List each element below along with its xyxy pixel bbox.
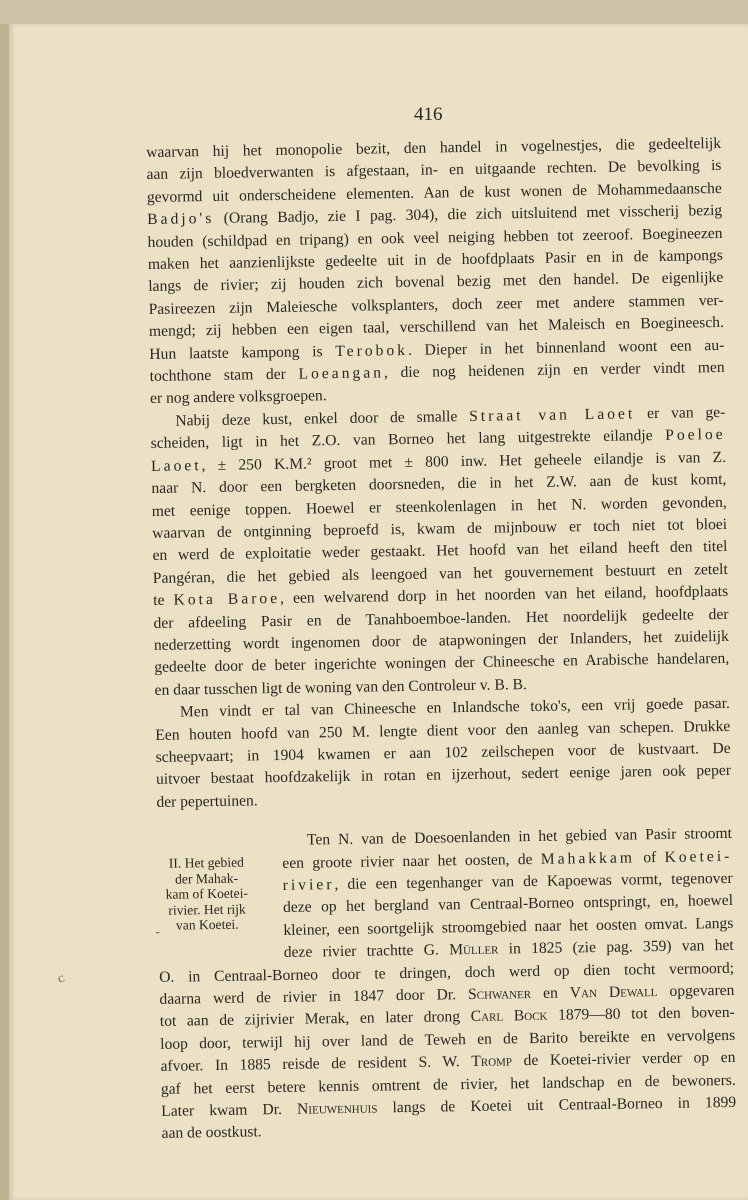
text-line: mengd; zij hebben een eigen taal, verschillend van het Maleisch en Boegineesch. [148, 314, 725, 341]
text-line: een groote rivier naar het oosten, de Mahakkam of Koetei- [282, 847, 733, 872]
text-line: tochthone stam der Loeangan, die nog heidenen zijn en verder vindt men [149, 359, 725, 386]
spaced-term: Kota Baroe [173, 590, 281, 609]
side-heading-line: der Mahak- [174, 870, 239, 887]
spaced-term: rivier [282, 876, 335, 894]
text-line: Hun laatste kampong is Terobok. Dieper in het binnenland woont een au- [149, 336, 725, 363]
text-line: loop door, terwijl hij over land de Teweh en de Barito bereikte en vervolgens [160, 1026, 736, 1053]
text-line: nederzetting wordt ingenomen door de atapwoningen der Inlanders, het zuidelijk [153, 627, 729, 654]
side-heading-line: II. Het gebied [168, 854, 245, 871]
text-line: Men vindt er tal van Chineesche en Inlandsche toko's, een vrij goede pasar. [179, 695, 731, 721]
side-heading-line: kam of Koetei- [165, 885, 249, 902]
text-line: Laoet, ± 250 K.M.² groot met ± 800 inw. Het geheele eilandje is van Z. [150, 448, 727, 475]
body-text [146, 133, 737, 1146]
text-line: deze op het bergland van Centraal-Borneo ontspringt, en, hoewel [282, 892, 734, 917]
text-line: daarna werd de rivier in 1847 door Dr. Schwaner en Van Dewall opgevaren [159, 981, 735, 1008]
text-line: Ten N. van de Doesoenlanden in het gebied van Pasir stroomt [306, 825, 733, 849]
text-line: waarvan de ontginning beproefd is, kwam de mijnbouw er toch niet tot bloei [152, 515, 728, 542]
text-line: Pasireezen zijn Maleiesche volksplanters, doch zeer met andere stammen ver- [148, 291, 724, 318]
text-line: Nabij deze kust, enkel door de smalle Straat van Laoet er van ge- [175, 403, 726, 430]
margin-dash: - [155, 925, 161, 941]
spaced-term: Straat van Laoet [469, 405, 636, 425]
text-line: O. in Centraal-Borneo door te dringen, doch werd op dien tocht vermoord; [158, 959, 735, 986]
author-name: Van Dewall [569, 983, 658, 1002]
text-line: Later kwam Dr. Nieuwenhuis langs de Koetei uit Centraal-Borneo in 1899 [161, 1093, 737, 1120]
text-line: aan de oostkust. [161, 1123, 262, 1143]
author-name: Nieuwenhuis [296, 1099, 378, 1118]
text-line: maken het aanzienlijkste gedeelte uit in de hoofdplaats Pasir en in de kampongs [147, 246, 723, 274]
text-line: Badjo's (Orang Badjo, zie I pag. 304), die zich uitsluitend met visscherij bezig [147, 202, 723, 229]
text-line: kleiner, een soortgelijk stroomgebied naar het oosten omvat. Langs [283, 914, 734, 939]
side-heading-line: rivier. Het rijk [168, 901, 246, 918]
text-line: rivier, die een tegenhanger van de Kapoewas vormt, tegenover [282, 869, 733, 894]
author-name: Tromp [471, 1052, 513, 1071]
margin-tick: ᴄ [55, 969, 67, 986]
text-line: der pepertuinen. [156, 792, 258, 811]
text-line: tot aan de zijrivier Merak, en later drong Carl Bock 1879—80 tot den boven- [159, 1004, 735, 1031]
spaced-term: Poeloe [665, 426, 726, 445]
text-line: naar N. door een bergketen doorsneden, die in het Z.W. aan de kust komt, [151, 471, 727, 498]
page-number: 416 [414, 104, 443, 125]
text-line: gedeelte door de beter ingerichte woningen der Chineesche en Arabische handelaren, [154, 650, 730, 677]
text-line: te Kota Baroe, een welvarend dorp in het noorden van het eiland, hoofdplaats [153, 583, 729, 610]
text-line: Een houten hoofd van 250 M. lengte dient voor den aanleg van schepen. Drukke [155, 717, 731, 744]
text-line: der afdeeling Pasir en de Tanahboemboe-landen. Het noordelijk gedeelte der [153, 605, 729, 632]
text-line: met eenige toppen. Hoewel er steenkolenlagen in het N. worden gevonden, [151, 493, 727, 520]
spaced-term: Loeangan [298, 364, 385, 383]
text-line: en daar tusschen ligt de woning van den Controleur v. B. B. [154, 675, 528, 699]
page-edge [0, 24, 9, 1200]
text-line: waarvan hij het monopolie bezit, den handel in vogelnestjes, die gedeeltelijk [146, 134, 722, 161]
text-line: aan zijn bloedverwanten is afgestaan, in- en uitgaande rechten. De bevolking is [146, 157, 722, 184]
text-line: langs de rivier; zij houden zich bovenal bezig met den handel. De eigenlijke [148, 269, 724, 296]
author-name: Müller [449, 940, 499, 959]
spaced-term: Koetei- [664, 847, 733, 866]
text-line: gevormd uit onderscheidene elementen. Aan de kust wonen de Mohammedaansche [146, 179, 722, 206]
section-mahakkam [157, 823, 737, 1146]
text-line: Pangéran, die het gebied als leengoed van het gouvernement bestuurt en zetelt [152, 560, 728, 587]
spaced-term: Terobok [335, 341, 409, 360]
side-heading-line: van Koetei. [175, 916, 239, 933]
author-name: Carl Bock [470, 1007, 548, 1026]
text-line: scheiden, ligt in het Z.O. van Borneo het lang uitgestrekte eilandje Poeloe [150, 426, 726, 453]
text-line: er nog andere volksgroepen. [149, 387, 327, 408]
text-line: scheepvaart; in 1904 kwamen er aan 102 zeilschepen voor de kustvaart. De [155, 739, 731, 766]
text-line: houden (schildpad en tripang) en ook veel neiging hebben tot zeeroof. Boegineezen [147, 224, 723, 251]
text-line: afvoer. In 1885 reisde de resident S. W. Tromp de Koetei-rivier verder op en [160, 1049, 736, 1076]
text-line: deze rivier trachtte G. Müller in 1825 (zie pag. 359) van het [283, 937, 734, 962]
spaced-term: Badjo's [147, 210, 215, 229]
spaced-term: Mahakkam [540, 849, 636, 868]
text-line: uitvoer bestaat hoofdzakelijk in rotan en ijzerhout, sedert eenige jaren ook peper [155, 762, 732, 789]
side-heading [147, 854, 266, 933]
text-line: en werd de exploitatie weder gestaakt. Het hoofd van het eiland heeft den titel [152, 538, 728, 565]
text-line: gaf het eerst betere kennis omtrent de rivier, het landschap en de bewoners. [160, 1071, 736, 1098]
author-name: Schwaner [467, 985, 532, 1004]
spaced-term: Laoet [150, 456, 202, 475]
